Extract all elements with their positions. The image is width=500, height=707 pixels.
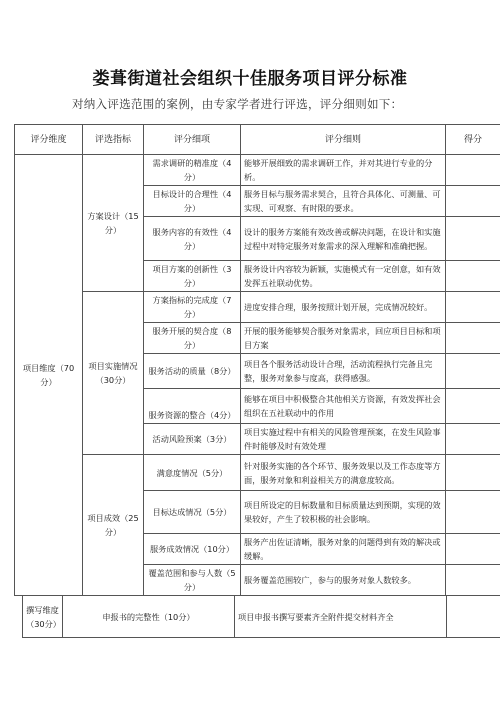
table-row — [15, 155, 500, 186]
rule-cell: 服务覆盖范围较广，参与的服务对象人数较多。 — [241, 565, 446, 596]
group-design: 方案设计（15分） — [83, 155, 144, 292]
rule-cell: 项目各个服务活动设计合理，活动流程执行完备且完整，服务对象参与度高，获得感强。 — [241, 354, 446, 389]
rule-cell: 服务目标与服务需求契合，且符合具体化、可测量、可实现、可观察、有时限的要求。 — [241, 186, 446, 217]
header-indicator: 评选指标 — [83, 125, 144, 155]
score-cell — [446, 354, 500, 389]
score-cell — [446, 292, 500, 323]
detail-cell: 目标达成情况（5分） — [144, 491, 241, 534]
writing-detail-cell: 申报书的完整性（10分） — [63, 596, 235, 638]
detail-cell: 服务活动的质量（8分） — [144, 354, 241, 389]
detail-cell: 目标设计的合理性（4分） — [144, 186, 241, 217]
detail-cell: 项目方案的创新性（3分） — [144, 261, 241, 292]
page-subtitle: 对纳入评选范围的案例，由专家学者进行评选，评分细则如下： — [72, 97, 403, 111]
score-cell — [446, 424, 500, 455]
score-cell — [446, 155, 500, 186]
table-row — [15, 455, 500, 491]
detail-cell: 服务内容的有效性（4分） — [144, 217, 241, 261]
score-cell — [446, 217, 500, 261]
score-cell — [446, 261, 500, 292]
writing-dimension-cell: 撰写维度（30分） — [23, 596, 63, 638]
header-dimension: 评分维度 — [15, 125, 83, 155]
detail-cell: 方案指标的完成度（7分） — [144, 292, 241, 323]
score-cell — [446, 534, 500, 565]
rule-cell: 进度安排合理，服务按照计划开展，完成情况较好。 — [241, 292, 446, 323]
detail-cell: 覆盖范围和参与人数（5分） — [144, 565, 241, 596]
rule-cell: 项目所设定的目标数量和目标质量达到预期，实现的效果较好，产生了较积极的社会影响。 — [241, 491, 446, 534]
table-row — [23, 596, 500, 638]
score-cell — [447, 596, 500, 638]
group-implement: 项目实施情况（30分） — [83, 292, 144, 455]
header-detail: 评分细项 — [144, 125, 241, 155]
dimension-cell: 项目维度（70分） — [15, 155, 83, 596]
page-title: 娄葺街道社会组织十佳服务项目评分标准 — [92, 69, 408, 89]
rule-cell: 能够开展细致的需求调研工作，并对其进行专业的分析。 — [241, 155, 446, 186]
table-row — [15, 292, 500, 323]
writing-rule-cell: 项目申报书撰写要素齐全附件提交材料齐全 — [235, 596, 447, 638]
scoring-table — [14, 124, 500, 596]
score-cell — [446, 565, 500, 596]
group-result: 项目成效（25分） — [83, 455, 144, 596]
header-rule: 评分细则 — [241, 125, 446, 155]
rule-cell: 服务设计内容较为新颖，实施模式有一定创意，如有效发挥五社联动优势。 — [241, 261, 446, 292]
detail-cell: 服务成效情况（10分） — [144, 534, 241, 565]
detail-cell: 服务开展的契合度（8分） — [144, 323, 241, 354]
score-cell — [446, 389, 500, 424]
header-score: 得分 — [446, 125, 500, 155]
score-cell — [446, 186, 500, 217]
rule-cell: 服务产出佐证清晰，服务对象的问题得到有效的解决或缓解。 — [241, 534, 446, 565]
detail-cell: 活动风险预案（3分） — [144, 424, 241, 455]
rule-cell: 开展的服务能够契合服务对象需求，回应项目目标和项目方案 — [241, 323, 446, 354]
detail-cell: 服务资源的整合（4分） — [144, 389, 241, 424]
score-cell — [446, 455, 500, 491]
score-cell — [446, 323, 500, 354]
rule-cell: 能够在项目中积极整合其他相关方资源，有效发挥社会组织在五社联动中的作用 — [241, 389, 446, 424]
score-cell — [446, 491, 500, 534]
rule-cell: 项目实施过程中有相关的风险管理预案，在发生风险事件时能够及时有效处理 — [241, 424, 446, 455]
detail-cell: 需求调研的精准度（4分） — [144, 155, 241, 186]
rule-cell: 针对服务实施的各个环节、服务效果以及工作态度等方面，服务对象和利益相关方的满意度较高。 — [241, 455, 446, 491]
writing-table — [22, 595, 500, 638]
detail-cell: 满意度情况（5分） — [144, 455, 241, 491]
table-header-row — [15, 125, 500, 155]
rule-cell: 设计的服务方案能有效改善或解决问题，在设计和实施过程中对特定服务对象需求的深入理解和准确把握。 — [241, 217, 446, 261]
